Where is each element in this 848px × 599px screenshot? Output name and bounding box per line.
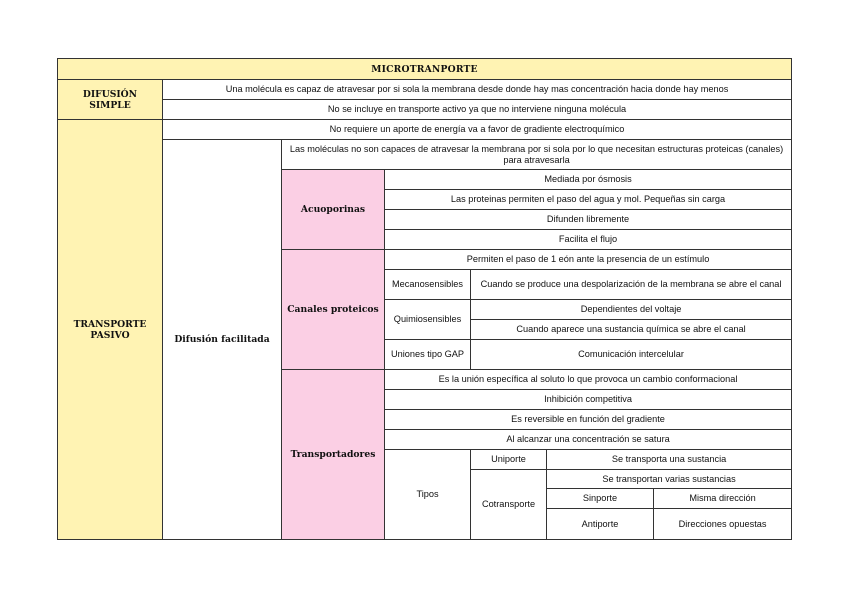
cotransporte-desc: Se transportan varias sustancias [547, 470, 792, 489]
transportadores-label: Transportadores [282, 370, 385, 540]
acuoporinas-row: Difunden libremente [385, 210, 792, 230]
difusion-facilitada-intro: Las moléculas no son capaces de atravesar la membrana por si sola por lo que necesitan estructuras proteicas (canales) para atravesarla [282, 140, 792, 170]
tipos-label: Tipos [385, 450, 471, 540]
transporte-pasivo-intro: No requiere un aporte de energía va a favor de gradiente electroquímico [163, 120, 792, 140]
uniporte-desc: Se transporta una sustancia [547, 450, 792, 470]
difusion-simple-row-2: No se incluye en transporte activo ya que no interviene ninguna molécula [163, 100, 792, 120]
transportadores-row: Al alcanzar una concentración se satura [385, 430, 792, 450]
microtransporte-table [57, 58, 792, 540]
mecanosensibles-desc: Cuando se produce una despolarización de la membrana se abre el canal [471, 270, 792, 300]
difusion-facilitada-label: Difusión facilitada [163, 140, 282, 540]
quimiosensibles-label: Quimiosensibles [385, 300, 471, 340]
antiporte-label: Antiporte [547, 509, 654, 540]
acuoporinas-row: Mediada por ósmosis [385, 170, 792, 190]
transportadores-row: Es la unión específica al soluto lo que provoca un cambio conformacional [385, 370, 792, 390]
uniones-gap-desc: Comunicación intercelular [471, 340, 792, 370]
acuoporinas-row: Las proteinas permiten el paso del agua y mol. Pequeñas sin carga [385, 190, 792, 210]
difusion-simple-row-1: Una molécula es capaz de atravesar por si sola la membrana desde donde hay mas concentración hacia donde hay menos [163, 80, 792, 100]
mecanosensibles-label: Mecanosensibles [385, 270, 471, 300]
acuoporinas-row: Facilita el flujo [385, 230, 792, 250]
sinporte-desc: Misma dirección [654, 489, 792, 509]
quimiosensibles-row: Cuando aparece una sustancia química se abre el canal [471, 320, 792, 340]
transportadores-row: Es reversible en función del gradiente [385, 410, 792, 430]
table-title: MICROTRANPORTE [58, 59, 792, 80]
cotransporte-label: Cotransporte [471, 470, 547, 540]
transportadores-row: Inhibición competitiva [385, 390, 792, 410]
canales-intro: Permiten el paso de 1 eón ante la presencia de un estímulo [385, 250, 792, 270]
canales-proteicos-label: Canales proteicos [282, 250, 385, 370]
quimiosensibles-row: Dependientes del voltaje [471, 300, 792, 320]
antiporte-desc: Direcciones opuestas [654, 509, 792, 540]
uniporte-label: Uniporte [471, 450, 547, 470]
uniones-gap-label: Uniones tipo GAP [385, 340, 471, 370]
difusion-simple-label: DIFUSIÓN SIMPLE [58, 80, 163, 120]
sinporte-label: Sinporte [547, 489, 654, 509]
transporte-pasivo-label: TRANSPORTE PASIVO [58, 120, 163, 540]
acuoporinas-label: Acuoporinas [282, 170, 385, 250]
